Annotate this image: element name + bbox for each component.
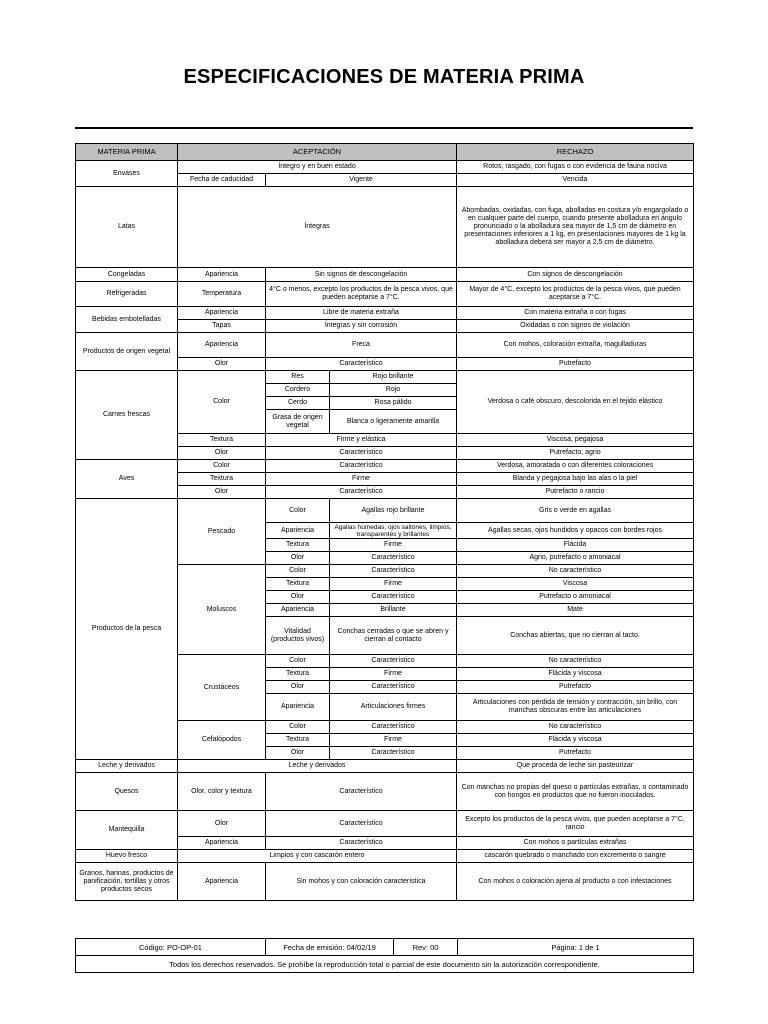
cell-rej: Viscosa <box>457 578 694 591</box>
row-name: Granos, harinas, productos de panificación, tortillas y otros productos secos <box>76 863 178 901</box>
cell-sub: Apariencia <box>178 837 266 850</box>
table-row <box>76 811 694 837</box>
cell-sub: Tapas <box>178 320 266 333</box>
cell-rej: Mate <box>457 604 694 617</box>
cell-attr: Apariencia <box>266 604 330 617</box>
footer-codigo: Código: PO-OP-01 <box>76 939 266 956</box>
cell-attr: Textura <box>266 668 330 681</box>
cell-acc: Firme <box>330 578 457 591</box>
row-name: Latas <box>76 187 178 268</box>
cell-rej: No característico <box>457 565 694 578</box>
cell-acc: Agallas rojo brillante <box>330 499 457 523</box>
cell-rej: Mayor de 4°C, excepto los productos de la pesca vivos, que pueden aceptarse a 7°C. <box>457 282 694 307</box>
cell-rej: Con materia extraña o con fugas <box>457 307 694 320</box>
footer-derechos: Todos los derechos reservados. Se prohíbe la reproducción total o parcial de este documento sin la autorización correspondiente. <box>76 956 694 973</box>
cell-sub: Cefalópodos <box>178 721 266 760</box>
cell-acc: Firme <box>330 734 457 747</box>
cell-attr: Textura <box>266 539 330 552</box>
cell-acc: Característico <box>266 811 457 837</box>
cell-sub: Color <box>178 460 266 473</box>
row-name: Congeladas <box>76 268 178 282</box>
header-materia: MATERIA PRIMA <box>76 144 178 161</box>
cell-sub: Apariencia <box>178 268 266 282</box>
cell-sub: Pescado <box>178 499 266 565</box>
cell-acc: Libre de materia extraña <box>266 307 457 320</box>
cell-acc: Característico <box>330 681 457 694</box>
cell-acc: Limpios y con cascarón entero <box>178 850 457 863</box>
row-name: Productos de la pesca <box>76 499 178 760</box>
cell-rej: Flácida y viscosa <box>457 668 694 681</box>
cell-attr: Vitalidad (productos vivos) <box>266 617 330 655</box>
cell-attr: Olor <box>266 681 330 694</box>
cell-acc: Íntegras <box>178 187 457 268</box>
cell-rej: No característico <box>457 655 694 668</box>
row-name: Quesos <box>76 773 178 811</box>
cell-sub: Apariencia <box>178 863 266 901</box>
cell-rej: Blanda y pegajosa bajo las alas o la piel <box>457 473 694 486</box>
cell-acc: Característico <box>330 655 457 668</box>
table-row <box>76 773 694 811</box>
cell-attr: Textura <box>266 734 330 747</box>
cell-acc: Rojo <box>330 384 457 397</box>
table-row <box>76 499 694 523</box>
cell-rej: Abombadas, oxidadas, con fuga, abolladas en costura y/o engargolado o en cualquier parte del cuerpo, cuando presente abolladura en ángulo pronunciado o la abolladura sea mayor de 1,5 cm de diámetro en presentaciones inferiores a 1 kg, en presentaciones mayores de 1 kg la abolladura deberá ser mayor a 2,5 cm de diámetro. <box>457 187 694 268</box>
cell-rej: Putrefacto, agrio <box>457 447 694 460</box>
cell-acc: Característico <box>330 747 457 760</box>
cell-sub: Moluscos <box>178 565 266 655</box>
cell-rej: No característico <box>457 721 694 734</box>
cell-meat: Grasa de origen vegetal <box>266 410 330 434</box>
document-footer <box>75 938 694 973</box>
cell-acc: Característico <box>330 565 457 578</box>
cell-rej: Excepto los productos de la pesca vivos, que pueden aceptarse a 7°C, rancio <box>457 811 694 837</box>
row-name: Carnes frescas <box>76 371 178 460</box>
cell-rej: Flácida y viscosa <box>457 734 694 747</box>
footer-fecha: Fecha de emisión: 04/02/19 <box>266 939 394 956</box>
row-name: Productos de origen vegetal <box>76 333 178 371</box>
cell-sub: Olor <box>178 486 266 499</box>
cell-acc: 4°C o menos, excepto los productos de la pesca vivos, que pueden aceptarse a 7°C. <box>266 282 457 307</box>
cell-attr: Olor <box>266 552 330 565</box>
cell-acc: Leche y derivados <box>178 760 457 773</box>
cell-acc: Firme <box>330 668 457 681</box>
cell-rej: Que proceda de leche sin pasteurizar <box>457 760 694 773</box>
cell-meat: Cordero <box>266 384 330 397</box>
cell-rej: Putrefacto <box>457 681 694 694</box>
cell-meat: Cerdo <box>266 397 330 410</box>
header-rechazo: RECHAZO <box>457 144 694 161</box>
cell-sub: Crustáceos <box>178 655 266 721</box>
cell-acc: Íntegras y sin corrosión <box>266 320 457 333</box>
cell-sub: Apariencia <box>178 307 266 320</box>
cell-rej: Verdosa, amoratada o con diferentes coloraciones <box>457 460 694 473</box>
cell-sub: Color <box>178 371 266 434</box>
row-name: Huevo fresco <box>76 850 178 863</box>
cell-acc: Blanca o ligeramente amarilla <box>330 410 457 434</box>
cell-rej: Putrefacto <box>457 747 694 760</box>
header-aceptacion: ACEPTACIÓN <box>178 144 457 161</box>
table-row <box>76 460 694 473</box>
table-row <box>76 268 694 282</box>
cell-attr: Textura <box>266 578 330 591</box>
spec-table <box>75 143 694 901</box>
cell-rej: Oxidadas o con signos de violación <box>457 320 694 333</box>
row-name: Refrigeradas <box>76 282 178 307</box>
cell-acc: Característico <box>266 358 457 371</box>
cell-sub: Olor <box>178 358 266 371</box>
cell-sub: Temperatura <box>178 282 266 307</box>
cell-attr: Olor <box>266 747 330 760</box>
table-row <box>76 307 694 320</box>
cell-attr: Color <box>266 499 330 523</box>
cell-acc: Característico <box>266 486 457 499</box>
cell-sub: Olor <box>178 447 266 460</box>
cell-rej: Putrefacto o amoniacal <box>457 591 694 604</box>
cell-rej: Con manchas no propias del queso o partículas extrañas, o contaminado con hongos en productos que no fueron inoculados. <box>457 773 694 811</box>
cell-rej: Gris o verde en agallas <box>457 499 694 523</box>
title-rule <box>75 127 693 129</box>
cell-sub: Fecha de caducidad <box>178 174 266 187</box>
table-row <box>76 282 694 307</box>
table-row <box>76 333 694 358</box>
cell-rej: Con mohos o partículas extrañas <box>457 837 694 850</box>
cell-acc: Firme <box>266 473 457 486</box>
cell-sub: Olor <box>178 811 266 837</box>
cell-rej: Viscosa, pegajosa <box>457 434 694 447</box>
cell-attr: Apariencia <box>266 694 330 721</box>
table-row <box>76 850 694 863</box>
row-name: Bebidas embotelladas <box>76 307 178 333</box>
cell-acc: Característico <box>330 552 457 565</box>
cell-sub: Olor, color y textura <box>178 773 266 811</box>
row-name: Aves <box>76 460 178 499</box>
cell-acc: Característico <box>266 460 457 473</box>
cell-attr: Apariencia <box>266 523 330 539</box>
table-row <box>76 371 694 384</box>
cell-rej: Putrefacto o rancio <box>457 486 694 499</box>
cell-attr: Color <box>266 655 330 668</box>
cell-sub: Apariencia <box>178 333 266 358</box>
cell-acc: Rojo brillante <box>330 371 457 384</box>
cell-rej: Flácida <box>457 539 694 552</box>
table-header-row <box>76 144 694 161</box>
cell-acc: Característico <box>330 591 457 604</box>
cell-acc: Brillante <box>330 604 457 617</box>
cell-rej: cascarón quebrado o manchado con excremento o sangre <box>457 850 694 863</box>
cell-rej: Con signos de descongelación <box>457 268 694 282</box>
cell-acc: Íntegro y en buen estado <box>178 161 457 174</box>
cell-acc: Característico <box>266 447 457 460</box>
cell-rej: Articulaciones con pérdida de tensión y contracción, sin brillo, con manchas obscuras entre las articulaciones <box>457 694 694 721</box>
cell-meat: Res <box>266 371 330 384</box>
cell-attr: Color <box>266 565 330 578</box>
cell-acc: Vigente <box>266 174 457 187</box>
cell-rej: Rotos, rasgado, con fugas o con evidencia de fauna nociva <box>457 161 694 174</box>
table-row <box>76 187 694 268</box>
cell-rej: Agrio, putrefacto o amoniacal <box>457 552 694 565</box>
cell-sub: Textura <box>178 473 266 486</box>
table-row <box>76 161 694 174</box>
cell-acc: Sin signos de descongelación <box>266 268 457 282</box>
cell-acc: Articulaciones firmes <box>330 694 457 721</box>
row-name: Leche y derivados <box>76 760 178 773</box>
footer-pagina: Página: 1 de 1 <box>458 939 694 956</box>
cell-acc: Firme <box>330 539 457 552</box>
footer-rev: Rev: 00 <box>394 939 458 956</box>
cell-rej: Agallas secas, ojos hundidos y opacos con bordes rojos <box>457 523 694 539</box>
cell-acc: Freca <box>266 333 457 358</box>
cell-rej: Verdosa o café obscuro, descolorida en el tejido elástico <box>457 371 694 434</box>
page-title: ESPECIFICACIONES DE MATERIA PRIMA <box>183 66 585 88</box>
cell-acc: Sin mohos y con coloración característica <box>266 863 457 901</box>
cell-rej: Con mohos o coloración ajena al producto o con infestaciones <box>457 863 694 901</box>
row-name: Envases <box>76 161 178 187</box>
cell-attr: Color <box>266 721 330 734</box>
cell-acc: Conchas cerradas o que se abren y cierran al contacto <box>330 617 457 655</box>
table-row <box>76 863 694 901</box>
cell-acc: Rosa pálido <box>330 397 457 410</box>
table-row <box>76 760 694 773</box>
cell-acc: Agallas húmedas, ojos saltones, limpios, transparentes y brillantes <box>330 523 457 539</box>
cell-acc: Característico <box>330 721 457 734</box>
cell-acc: Característico <box>266 773 457 811</box>
cell-attr: Olor <box>266 591 330 604</box>
row-name: Mantequilla <box>76 811 178 850</box>
cell-rej: Vencida <box>457 174 694 187</box>
cell-rej: Conchas abiertas, que no cierran al tacto. <box>457 617 694 655</box>
cell-rej: Con mohos, coloración extraña, magulladuras <box>457 333 694 358</box>
cell-acc: Característico <box>266 837 457 850</box>
cell-acc: Firme y elástica <box>266 434 457 447</box>
cell-rej: Putrefacto <box>457 358 694 371</box>
cell-sub: Textura <box>178 434 266 447</box>
